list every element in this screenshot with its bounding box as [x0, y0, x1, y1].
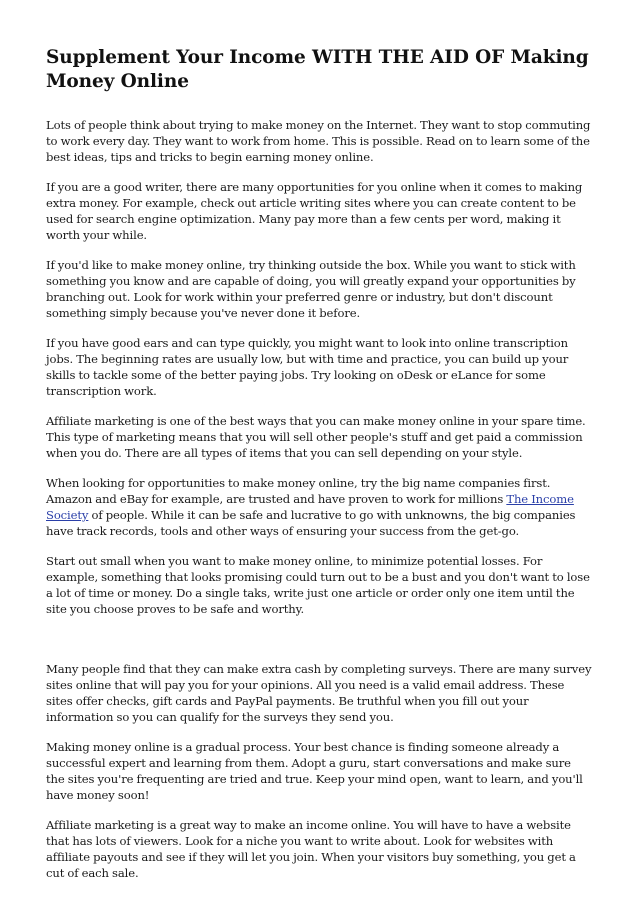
paragraph: If you have good ears and can type quickly, you might want to look into online transcription jobs. The beginning rates are usually low, but with time and practice, you can build up your skills to tackle some of the better paying jobs. Try looking on oDesk or eLance for some transcription work.: [46, 336, 569, 398]
paragraph: Affiliate marketing is a great way to make an income online. You will have to have a website that has lots of viewers. Look for a niche you want to write about. Look for websites with affiliate payouts and see if they will let you join. When your visitors buy something, you get a cut of each sale.: [46, 818, 576, 880]
paragraph: Lots of people think about trying to make money on the Internet. They want to stop commuting to work every day. They want to work from home. This is possible. Read on to learn some of the best ideas, tips and tricks to begin earning money online.: [46, 118, 591, 164]
income-society-link[interactable]: The Income Society: [46, 492, 574, 522]
paragraph: Start out small when you want to make money online, to minimize potential losses. For example, something that looks promising could turn out to be a bust and you don't want to lose a lot of time or money. Do a single taks, write just one article or order only one item until the site you choose proves to be safe and worthy.: [46, 554, 590, 616]
paragraph: Making money online is a gradual process. Your best chance is finding someone already a successful expert and learning from them. Adopt a guru, start conversations and make sure the sites you're frequenting are tried and true. Keep your mind open, want to learn, and you'll have money soon!: [46, 740, 583, 802]
paragraph: If you are a good writer, there are many opportunities for you online when it comes to making extra money. For example, check out article writing sites where you can create content to be used for search engine optimization. Many pay more than a few cents per word, making it worth your while.: [46, 180, 583, 242]
paragraph: Affiliate marketing is one of the best ways that you can make money online in your spare time. This type of marketing means that you will sell other people's stuff and get paid a commission when you do. There are all types of items that you can sell depending on your style.: [46, 414, 586, 460]
paragraph: Many people find that they can make extra cash by completing surveys. There are many survey sites online that will pay you for your opinions. All you need is a valid email address. These sites offer checks, gift cards and PayPal payments. Be truthful when you fill out your information so you can qualify for the surveys they send you.: [46, 662, 592, 724]
document-title: Supplement Your Income WITH THE AID OF Making Money Online: [46, 47, 589, 92]
paragraph-text-after-link: of people. While it can be safe and lucrative to go with unknowns, the big companies have track records, tools and other ways of ensuring your success from the get-go.: [46, 508, 576, 538]
paragraph-with-link: [46, 475, 592, 539]
paragraph: If you'd like to make money online, try thinking outside the box. While you want to stick with something you know and are capable of doing, you will greatly expand your opportunities by branching out. Look for work within your preferred genre or industry, but don't discount something simply because you've never done it before.: [46, 258, 576, 320]
paragraph-text-before-link: When looking for opportunities to make money online, try the big name companies first. Amazon and eBay for example, are trusted and have proven to work for millions: [46, 476, 551, 506]
